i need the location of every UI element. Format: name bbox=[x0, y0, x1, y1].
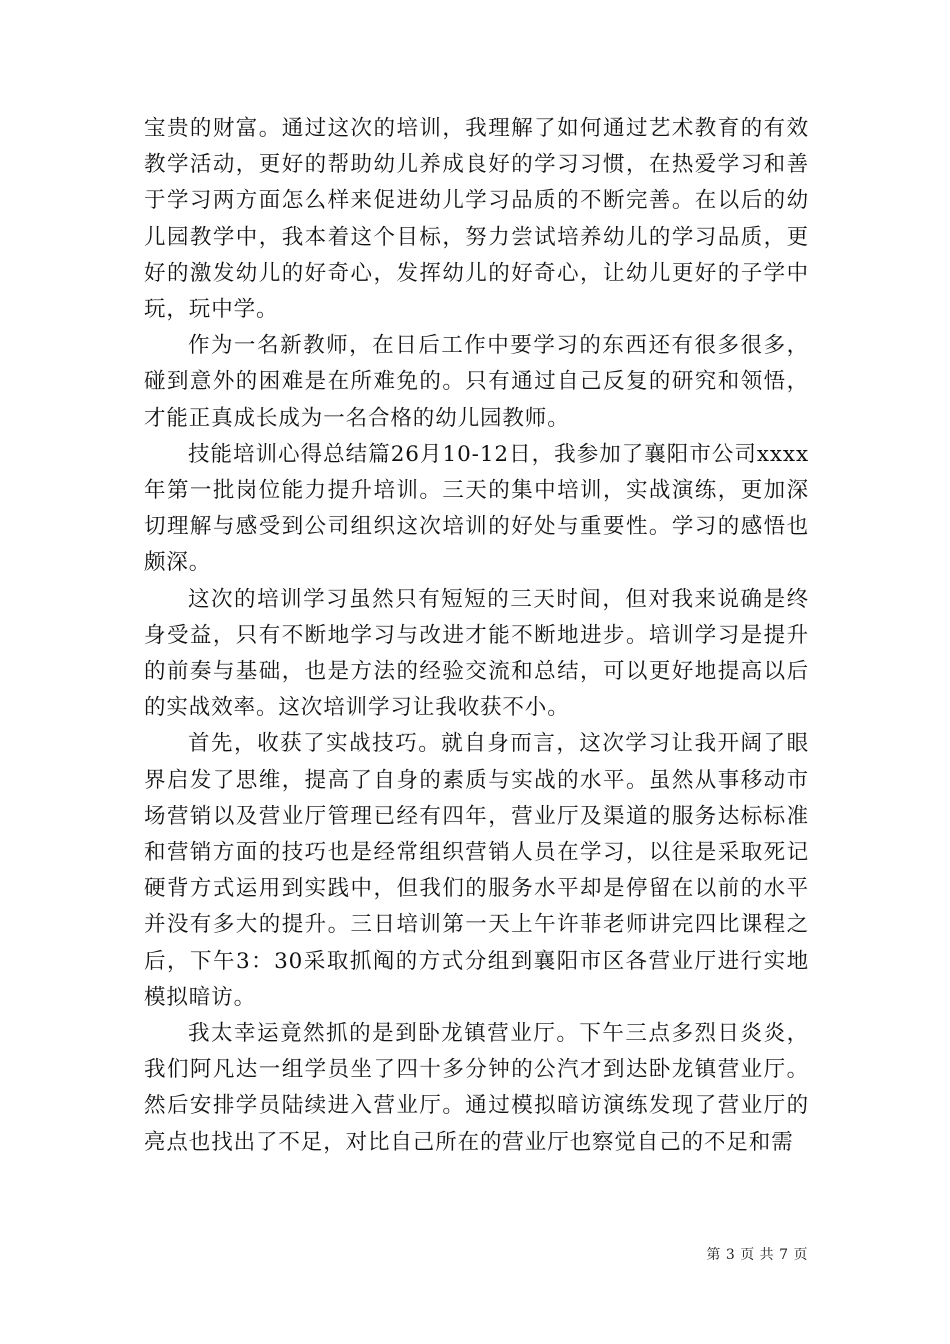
paragraph-5: 首先，收获了实战技巧。就自身而言，这次学习让我开阔了眼界启发了思维，提高了自身的素质与实战的水平。虽然从事移动市场营销以及营业厅管理已经有四年，营业厅及渠道的服务达标标准和营销方面的技巧也是经常组织营销人员在学习，以往是采取死记硬背方式运用到实践中，但我们的服务水平却是停留在以前的水平并没有多大的提升。三日培训第一天上午许菲老师讲完四比课程之后，下午3：30采取抓阄的方式分组到襄阳市区各营业厅进行实地模拟暗访。 bbox=[144, 731, 809, 1010]
paragraph-6: 我太幸运竟然抓的是到卧龙镇营业厅。下午三点多烈日炎炎，我们阿凡达一组学员坐了四十多分钟的公汽才到达卧龙镇营业厅。然后安排学员陆续进入营业厅。通过模拟暗访演练发现了营业厅的亮点也找出了不足，对比自己所在的营业厅也察觉自己的不足和需 bbox=[144, 1021, 809, 1155]
paragraph-4: 这次的培训学习虽然只有短短的三天时间，但对我来说确是终身受益，只有不断地学习与改进才能不断地进步。培训学习是提升的前奏与基础，也是方法的经验交流和总结，可以更好地提高以后的实战效率。这次培训学习让我收获不小。 bbox=[144, 586, 809, 721]
paragraph-3: 技能培训心得总结篇26月10-12日，我参加了襄阳市公司xxxx年第一批岗位能力提升培训。三天的集中培训，实战演练，更加深切理解与感受到公司组织这次培训的好处与重要性。学习的感悟也颇深。 bbox=[144, 441, 809, 576]
paragraph-1: 宝贵的财富。通过这次的培训，我理解了如何通过艺术教育的有效教学活动，更好的帮助幼儿养成良好的学习习惯，在热爱学习和善于学习两方面怎么样来促进幼儿学习品质的不断完善。在以后的幼儿园教学中，我本着这个目标，努力尝试培养幼儿的学习品质，更好的激发幼儿的好奇心，发挥幼儿的好奇心，让幼儿更好的子学中玩，玩中学。 bbox=[144, 116, 809, 323]
paragraph-2: 作为一名新教师，在日后工作中要学习的东西还有很多很多，碰到意外的困难是在所难免的。只有通过自己反复的研究和领悟，才能正真成长成为一名合格的幼儿园教师。 bbox=[144, 333, 809, 431]
page-number: 第 3 页 共 7 页 bbox=[706, 1247, 808, 1263]
document-body bbox=[144, 111, 809, 1161]
